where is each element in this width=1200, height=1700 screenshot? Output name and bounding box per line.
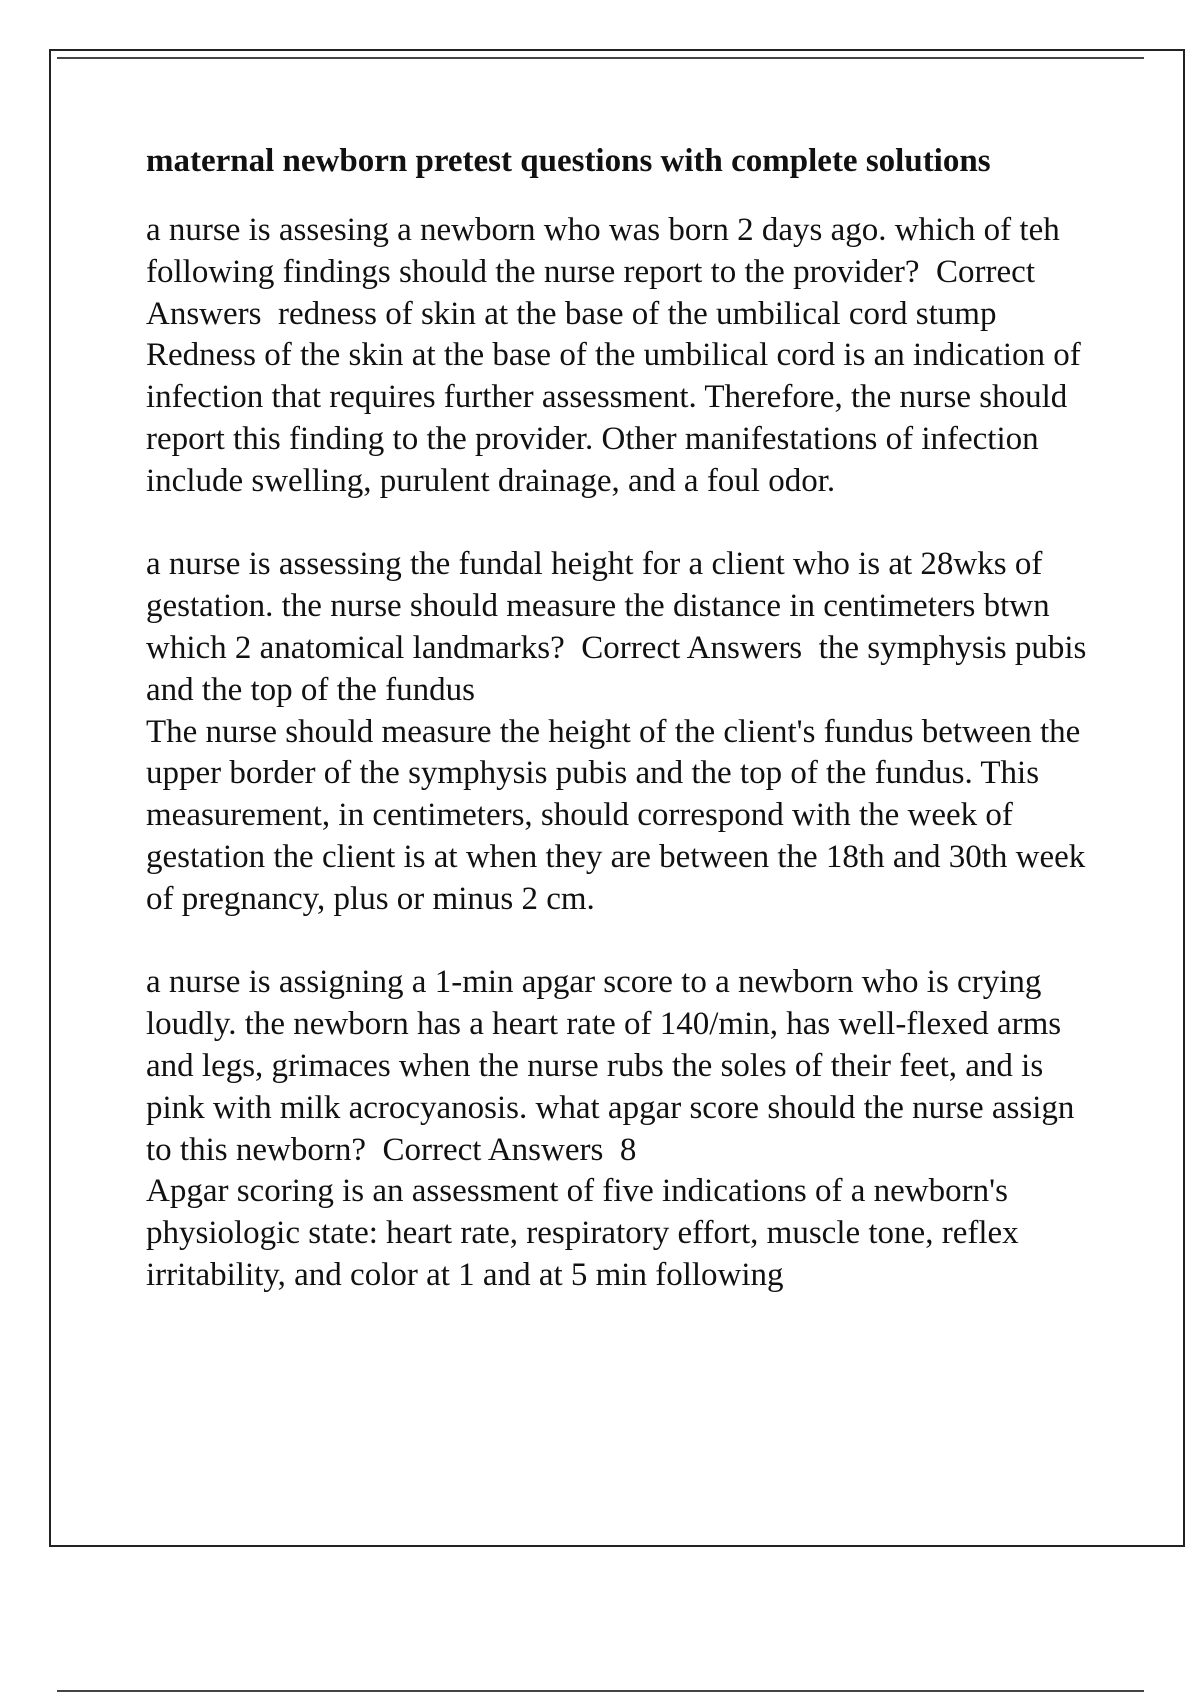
question-block bbox=[146, 544, 1106, 920]
question-body bbox=[146, 210, 1106, 335]
document-body bbox=[146, 140, 1106, 1339]
rationale-text: Apgar scoring is an assessment of five indications of a newborn's physiologic state: heart rate, respiratory effort, muscle tone, reflex irritability, and color at 1 and at 5 min following bbox=[146, 1173, 1019, 1293]
rationale-text: Redness of the skin at the base of the umbilical cord is an indication of infection that requires further assessment. Therefore, the nurse should report this finding to the provider. Other manifestations of infection include swelling, purulent drainage, and a foul odor. bbox=[146, 337, 1081, 499]
question-body bbox=[146, 962, 1106, 1171]
question-text: a nurse is assessing the fundal height for a client who is at 28wks of gestation. the nurse should measure the distance in centimeters btwn which 2 anatomical landmarks? bbox=[146, 546, 1050, 666]
rationale-text: The nurse should measure the height of the client's fundus between the upper border of the symphysis pubis and the top of the fundus. This measurement, in centimeters, should correspond with the week of gestation the client is at when they are between the 18th and 30th week of pregnancy, plus or minus 2 cm. bbox=[146, 713, 1086, 917]
correct-answer: the symphysis pubis and the top of the fundus bbox=[146, 629, 1087, 708]
document-title: maternal newborn pretest questions with complete solutions bbox=[146, 143, 991, 179]
answer-label: Correct Answers bbox=[146, 253, 1042, 332]
correct-answer: redness of skin at the base of the umbilical cord stump bbox=[277, 295, 997, 332]
answer-label: Correct Answers bbox=[382, 1131, 604, 1168]
question-body bbox=[146, 544, 1106, 711]
question-block bbox=[146, 210, 1106, 503]
question-block bbox=[146, 962, 1106, 1296]
answer-label: Correct Answers bbox=[581, 629, 803, 666]
question-text: a nurse is assesing a newborn who was born 2 days ago. which of teh following findings should the nurse report to the provider? bbox=[146, 212, 1060, 290]
correct-answer: 8 bbox=[619, 1131, 637, 1168]
bottom-rule bbox=[57, 1690, 1144, 1692]
question-text: a nurse is assigning a 1-min apgar score to a newborn who is crying loudly. the newborn has a heart rate of 140/min, has well-flexed arms and legs, grimaces when the nurse rubs the soles of their feet, and is pink with milk acrocyanosis. what apgar score should the nurse assign to this newborn? bbox=[146, 964, 1075, 1168]
